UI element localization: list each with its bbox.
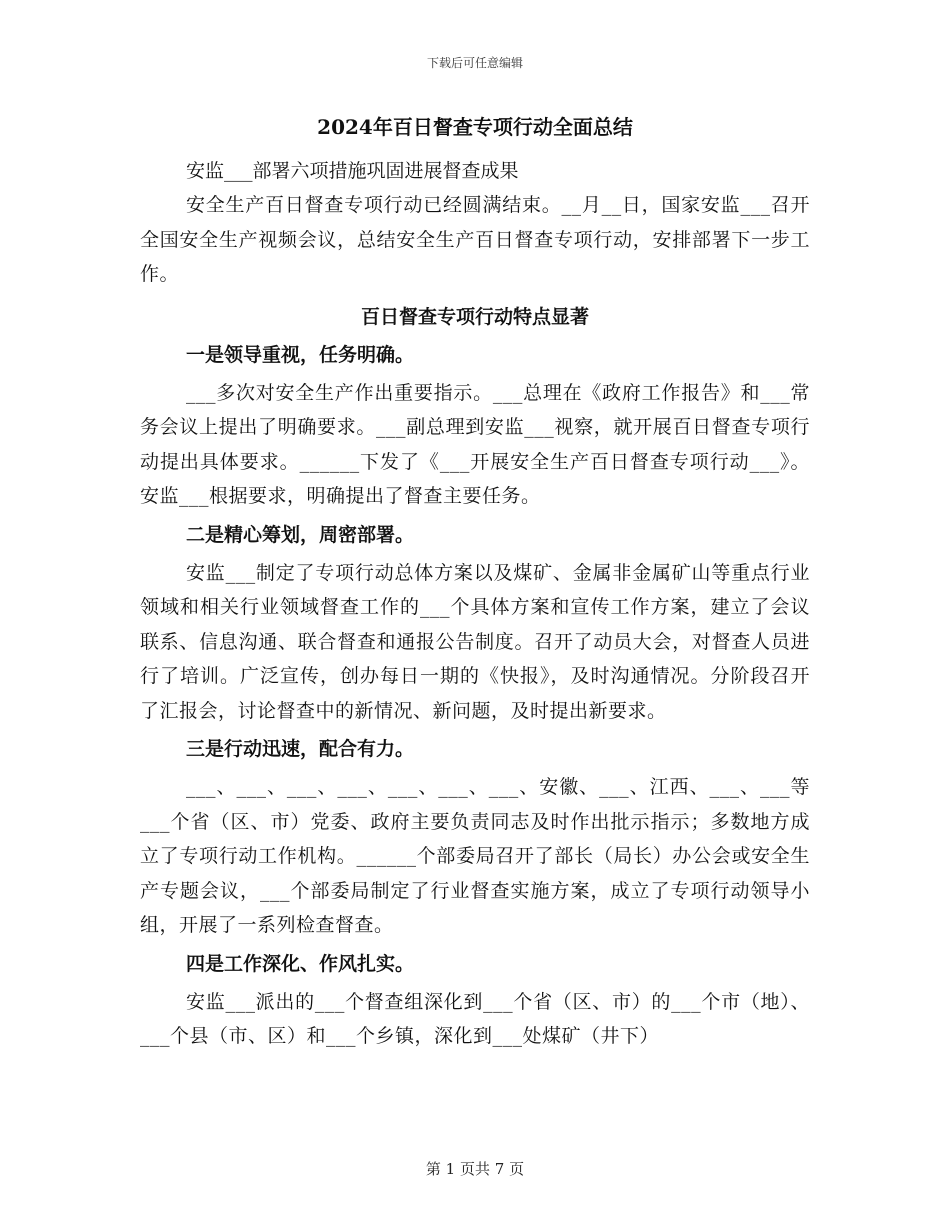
section-title: 百日督查专项行动特点显著 [360, 305, 589, 328]
document-subtitle: 安监___部署六项措施巩固进展督查成果 [186, 160, 519, 182]
page-header-note: 下载后可任意编辑 [426, 56, 523, 70]
document-title: 2024年百日督查专项行动全面总结 [317, 115, 633, 139]
document-body [140, 110, 810, 1054]
intro-paragraph: 安全生产百日督查专项行动已经圆满结束。__月__日，国家安监___召开全国安全生产视频会议，总结安全生产百日督查专项行动，安排部署下一步工作。 [140, 194, 810, 285]
point-heading-1: 一是领导重视，任务明确。 [186, 343, 415, 366]
point-body-2: 安监___制定了专项行动总体方案以及煤矿、金属非金属矿山等重点行业领域和相关行业领域督查工作的___个具体方案和宣传工作方案，建立了会议联系、信息沟通、联合督查和通报公告制度。召开了动员大会，对督查人员进行了培训。广泛宣传，创办每日一期的《快报》，及时沟通情况。分阶段召开了汇报会，讨论督查中的新情况、新问题，及时提出新要求。 [140, 561, 810, 722]
point-heading-2: 二是精心筹划，周密部署。 [186, 523, 415, 546]
point-heading-3: 三是行动迅速，配合有力。 [186, 738, 415, 760]
point-body-1: ___多次对安全生产作出重要指示。___总理在《政府工作报告》和___常务会议上提出了明确要求。___副总理到安监___视察，就开展百日督查专项行动提出具体要求。______下发了《___开展安全生产百日督查专项行动___》。安监___根据要求，明确提出了督查主要任务。 [140, 381, 810, 507]
page-number: 第 1 页共 7 页 [425, 1160, 525, 1178]
point-body-3: ___、___、___、___、___、___、___、安徽、___、江西、___、___等___个省（区、市）党委、政府主要负责同志及时作出批示指示；多数地方成立了专项行动工作机构。______个部委局召开了部长（局长）办公会或安全生产专题会议，___个部委局制定了行业督查实施方案，成立了专项行动领导小组，开展了一系列检查督查。 [140, 776, 810, 936]
point-body-4: 安监___派出的___个督查组深化到___个省（区、市）的___个市（地）、___个县（市、区）和___个乡镇，深化到___处煤矿（井下） [140, 990, 810, 1047]
point-heading-4: 四是工作深化、作风扎实。 [186, 952, 415, 975]
